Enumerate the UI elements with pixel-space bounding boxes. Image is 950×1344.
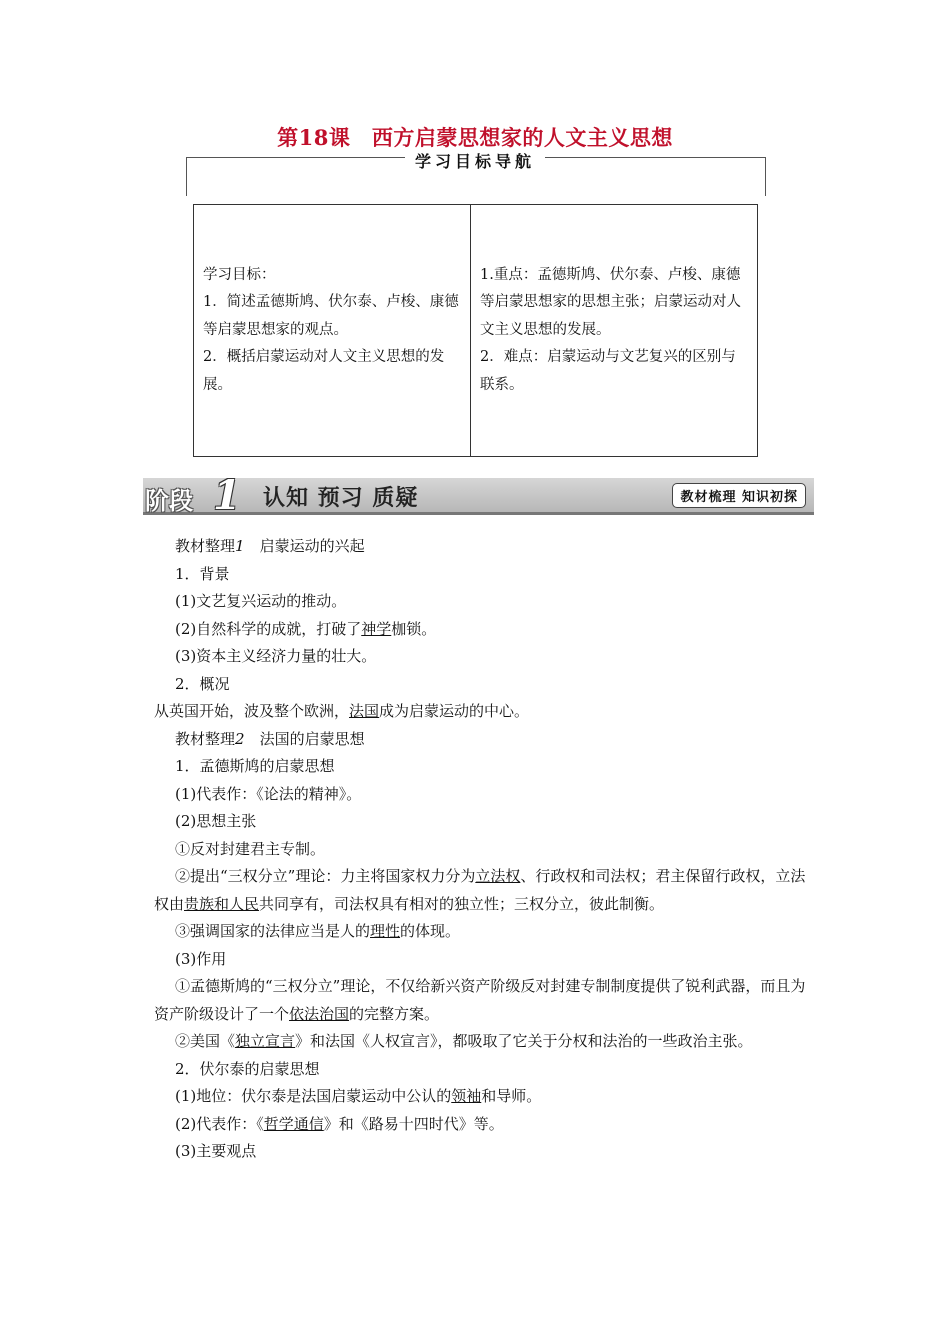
paragraph: ①反对封建君主专制。 xyxy=(175,839,326,858)
subheading: 1．背景 xyxy=(175,564,230,583)
nav-heading-text: 学习目标导航 xyxy=(405,152,545,171)
goals-table xyxy=(193,204,758,457)
goals-left-cell xyxy=(194,205,471,456)
goals-left-line: 1．简述孟德斯鸠、伏尔泰、卢梭、康德等启蒙思想家的观点。 xyxy=(203,294,459,338)
goals-right-line: 2．难点：启蒙运动与文艺复兴的区别与联系。 xyxy=(480,349,736,393)
paragraph: (3)资本主义经济力量的壮大。 xyxy=(175,647,377,665)
paragraph: ①孟德斯鸠的“三权分立”理论，不仅给新兴资产阶级反对封建专制制度提供了锐利武器，而且为资产阶级设计了一个依法治国的完整方案。 xyxy=(154,977,806,1023)
paragraph: (2)思想主张 xyxy=(175,812,257,830)
paragraph: (1)地位：伏尔泰是法国启蒙运动中公认的领袖和导师。 xyxy=(175,1087,542,1105)
paragraph: ③强调国家的法律应当是人的理性的体现。 xyxy=(175,922,461,940)
paragraph: ②提出“三权分立”理论：力主将国家权力分为立法权、行政权和司法权；君主保留行政权，立法权由贵族和人民共同享有，司法权具有相对的独立性；三权分立，彼此制衡。 xyxy=(154,867,806,913)
paragraph: 从英国开始，波及整个欧洲，法国成为启蒙运动的中心。 xyxy=(154,702,530,720)
stage-title: 认知 预习 质疑 xyxy=(263,485,419,511)
paragraph: (3)主要观点 xyxy=(175,1142,257,1160)
goals-left-line: 2．概括启蒙运动对人文主义思想的发展。 xyxy=(203,349,445,393)
paragraph: (1)文艺复兴运动的推动。 xyxy=(175,592,347,610)
paragraph: (2)自然科学的成就，打破了神学枷锁。 xyxy=(175,619,437,638)
section-heading: 教材整理2 法国的启蒙思想 xyxy=(175,729,365,748)
stage-label: 阶段 xyxy=(145,486,193,515)
stage-banner xyxy=(143,472,814,519)
main-content xyxy=(154,533,815,1166)
stage-tag: 教材梳理 知识初探 xyxy=(672,483,806,508)
stage-number: 1 xyxy=(213,472,241,519)
page-title: 第18课 西方启蒙思想家的人文主义思想 xyxy=(277,125,673,150)
paragraph: ②美国《独立宣言》和法国《人权宣言》，都吸取了它关于分权和法治的一些政治主张。 xyxy=(175,1032,753,1050)
paragraph: (2)代表作：《哲学通信》和《路易十四时代》等。 xyxy=(175,1114,504,1133)
subheading: 2．伏尔泰的启蒙思想 xyxy=(175,1059,320,1078)
goals-left-line: 学习目标： xyxy=(203,266,276,283)
nav-heading xyxy=(0,149,950,172)
subheading: 2．概况 xyxy=(175,674,230,693)
subheading: 1．孟德斯鸠的启蒙思想 xyxy=(175,757,335,775)
goals-right-line: 1.重点：孟德斯鸠、伏尔泰、卢梭、康德等启蒙思想家的思想主张；启蒙运动对人文主义思想的发展。 xyxy=(480,266,741,338)
paragraph: (3)作用 xyxy=(175,949,227,968)
section-heading: 教材整理1 启蒙运动的兴起 xyxy=(175,537,365,555)
goals-right-cell xyxy=(471,205,757,456)
paragraph: (1)代表作：《论法的精神》。 xyxy=(175,784,362,803)
